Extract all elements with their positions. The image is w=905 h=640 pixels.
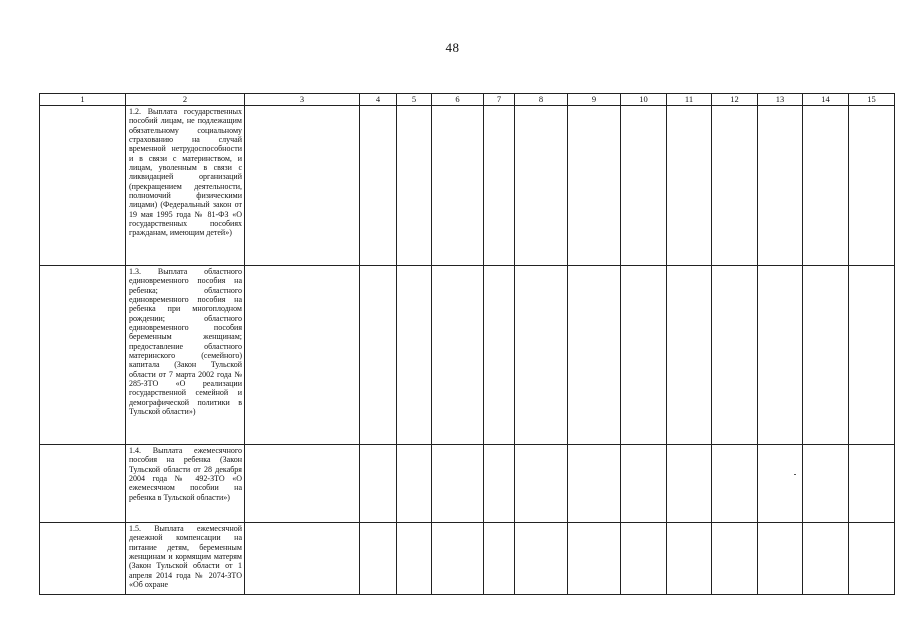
column-header: 4 xyxy=(360,94,397,106)
table-cell xyxy=(397,266,432,445)
table-cell xyxy=(667,106,712,266)
column-header: 15 xyxy=(849,94,895,106)
row-description: 1.3. Выплата областного единовременного пособия на ребенка; областного единовременного пособия на ребенка при многоплодном рождении; областного единовременного пособия беременным женщинам; предоставление областного материнского (семейного) капитала (Закон Тульской области от 7 марта 2002 года № 285-ЗТО «О реализации государственной семейной и демографической политики в Тульской области») xyxy=(126,266,245,445)
table-cell xyxy=(360,106,397,266)
table-cell xyxy=(849,445,895,523)
table-row xyxy=(40,106,895,266)
table-cell xyxy=(667,523,712,595)
row-description: 1.5. Выплата ежемесячной денежной компенсации на питание детям, беременным женщинам и кормящим матерям (Закон Тульской области от 1 апреля 2014 года № 2074-ЗТО «Об охране xyxy=(126,523,245,595)
column-header: 2 xyxy=(126,94,245,106)
table-cell xyxy=(712,266,758,445)
table-cell xyxy=(40,445,126,523)
table-cell xyxy=(758,523,803,595)
table-cell xyxy=(803,106,849,266)
column-header: 3 xyxy=(245,94,360,106)
table-cell xyxy=(712,445,758,523)
table-cell xyxy=(803,523,849,595)
table-cell xyxy=(621,445,667,523)
table-cell xyxy=(515,106,568,266)
table-cell xyxy=(568,445,621,523)
column-header: 8 xyxy=(515,94,568,106)
table-cell xyxy=(432,445,484,523)
table-cell xyxy=(432,523,484,595)
column-header: 11 xyxy=(667,94,712,106)
column-header: 14 xyxy=(803,94,849,106)
table-cell xyxy=(515,266,568,445)
table-cell xyxy=(712,106,758,266)
table-row xyxy=(40,523,895,595)
table-cell xyxy=(245,106,360,266)
table-cell xyxy=(484,445,515,523)
table-cell xyxy=(432,266,484,445)
table-cell xyxy=(667,266,712,445)
table-cell xyxy=(40,523,126,595)
table-cell xyxy=(360,523,397,595)
column-header: 10 xyxy=(621,94,667,106)
table-cell xyxy=(621,106,667,266)
table-row xyxy=(40,445,895,523)
table-cell xyxy=(397,106,432,266)
table-cell xyxy=(432,106,484,266)
table-cell xyxy=(758,445,803,523)
column-header: 7 xyxy=(484,94,515,106)
table-cell xyxy=(245,266,360,445)
table-cell xyxy=(849,266,895,445)
table-cell xyxy=(621,266,667,445)
table-cell xyxy=(758,106,803,266)
table-cell xyxy=(40,106,126,266)
table-cell xyxy=(245,523,360,595)
table-cell xyxy=(849,106,895,266)
column-header: 12 xyxy=(712,94,758,106)
table-cell xyxy=(484,106,515,266)
table-cell xyxy=(803,445,849,523)
table-cell xyxy=(712,523,758,595)
table-cell xyxy=(360,445,397,523)
data-table xyxy=(39,93,895,595)
column-header: 9 xyxy=(568,94,621,106)
table-cell xyxy=(245,445,360,523)
header-row xyxy=(40,94,895,106)
table-cell xyxy=(849,523,895,595)
table-cell xyxy=(568,106,621,266)
table-cell xyxy=(758,266,803,445)
table-cell xyxy=(515,523,568,595)
table-cell xyxy=(397,523,432,595)
column-header: 1 xyxy=(40,94,126,106)
table-cell xyxy=(40,266,126,445)
table-cell xyxy=(568,266,621,445)
table-row xyxy=(40,266,895,445)
table-cell xyxy=(621,523,667,595)
table-cell xyxy=(484,523,515,595)
column-header: 6 xyxy=(432,94,484,106)
table-cell xyxy=(803,266,849,445)
table-cell xyxy=(360,266,397,445)
page-number: 48 xyxy=(445,40,460,55)
column-header: 5 xyxy=(397,94,432,106)
table-cell xyxy=(515,445,568,523)
table-cell xyxy=(484,266,515,445)
row-description: 1.4. Выплата ежемесячного пособия на ребенка (Закон Тульской области от 28 декабря 2004 года № 492-ЗТО «О ежемесячном пособии на ребенка в Тульской области») xyxy=(126,445,245,523)
column-header: 13 xyxy=(758,94,803,106)
scan-speck xyxy=(794,474,796,475)
table-cell xyxy=(568,523,621,595)
table-cell xyxy=(667,445,712,523)
table-cell xyxy=(397,445,432,523)
row-description: 1.2. Выплата государственных пособий лицам, не подлежащим обязательному социальному страхованию на случай временной нетрудоспособности и в связи с материнством, и лицам, уволенным в связи с ликвидацией организаций (прекращением деятельности, полномочий физическими лицами) (Федеральный закон от 19 мая 1995 года № 81-ФЗ «О государственных пособиях гражданам, имеющим детей») xyxy=(126,106,245,266)
